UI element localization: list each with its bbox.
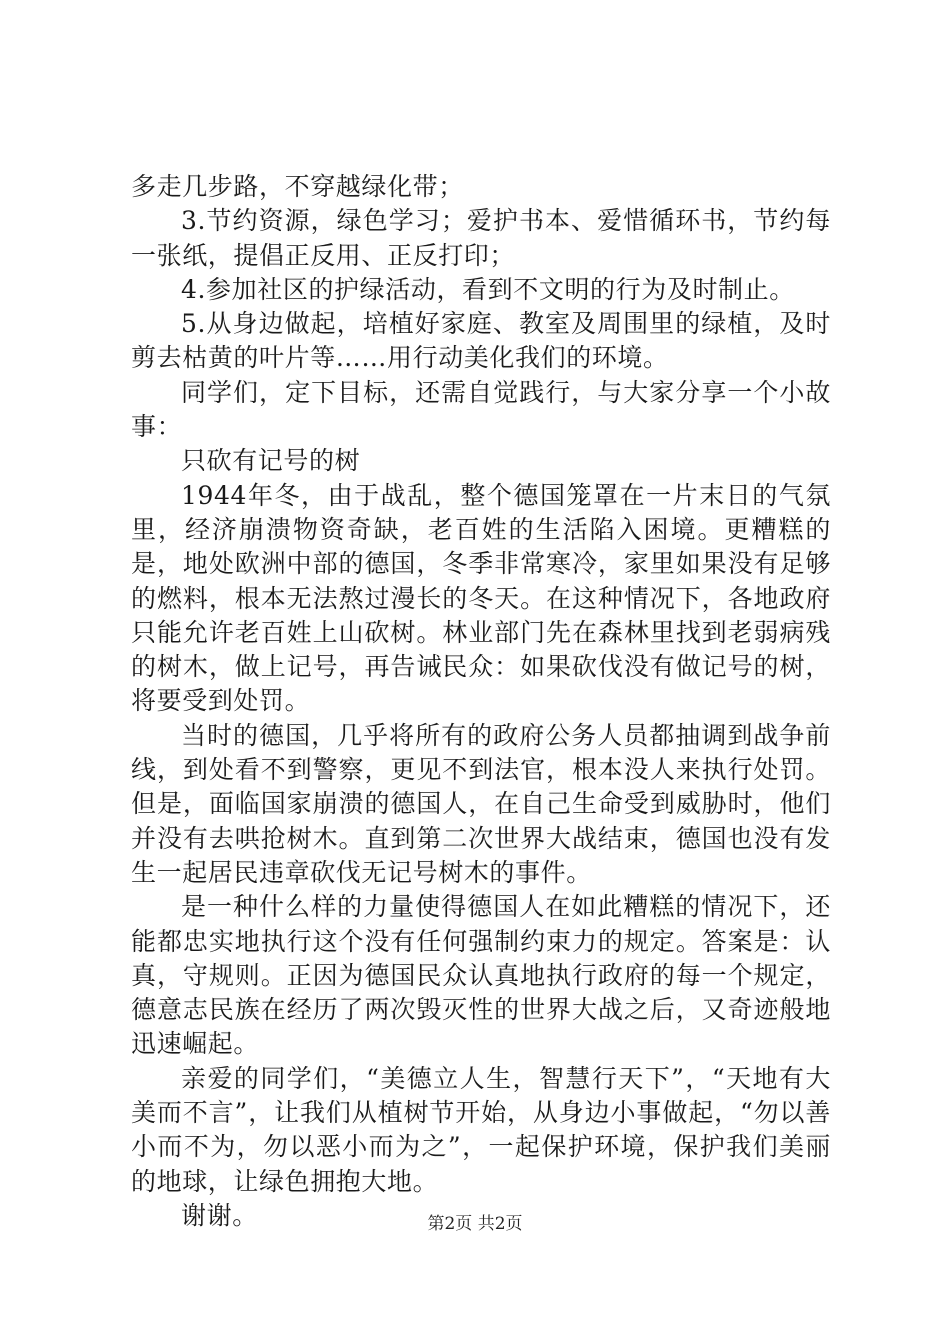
paragraph: 同学们，定下目标，还需自觉践行，与大家分享一个小故事： — [131, 377, 831, 442]
paragraph: 是一种什么样的力量使得德国人在如此糟糕的情况下，还能都忠实地执行这个没有任何强制约束力的规定。答案是：认真，守规则。正因为德国民众认真地执行政府的每一个规定，德意志民族在经历了两次毁灭性的世界大战之后，又奇迹般地迅速崛起。 — [131, 892, 831, 1059]
closing-line: 谢谢。 — [181, 1200, 258, 1230]
paragraph: 1944年冬，由于战乱，整个德国笼罩在一片末日的气氛里，经济崩溃物资奇缺，老百姓的生活陷入困境。更糟糕的是，地处欧洲中部的德国，冬季非常寒冷，家里如果没有足够的燃料，根本无法熬过漫长的冬天。在这种情况下，各地政府只能允许老百姓上山砍树。林业部门先在森林里找到老弱病残的树木，做上记号，再告诫民众：如果砍伐没有做记号的树，将要受到处罚。 — [131, 480, 831, 716]
page-footer: 第2页 共2页 — [427, 1214, 523, 1234]
story-title: 只砍有记号的树 — [181, 446, 361, 476]
paragraph: 多走几步路，不穿越绿化带； — [131, 172, 464, 201]
paragraph: 亲爱的同学们，“美德立人生，智慧行天下”，“天地有大美而不言”，让我们从植树节开始，从身边小事做起，“勿以善小而不为，勿以恶小而为之”，一起保护环境，保护我们美丽的地球，让绿色拥抱大地。 — [131, 1063, 831, 1196]
paragraph: 4.参加社区的护绿活动，看到不文明的行为及时制止。 — [181, 274, 795, 304]
paragraph: 3.节约资源，绿色学习；爱护书本、爱惜循环书，节约每一张纸，提倡正反用、正反打印； — [131, 206, 831, 270]
document-body — [131, 170, 831, 1233]
paragraph: 5.从身边做起，培植好家庭、教室及周围里的绿植，及时剪去枯黄的叶片等……用行动美化我们的环境。 — [131, 309, 831, 373]
paragraph: 当时的德国，几乎将所有的政府公务人员都抽调到战争前线，到处看不到警察，更见不到法官，根本没人来执行处罚。但是，面临国家崩溃的德国人，在自己生命受到威胁时，他们并没有去哄抢树木。直到第二次世界大战结束，德国也没有发生一起居民违章砍伐无记号树木的事件。 — [131, 720, 831, 887]
